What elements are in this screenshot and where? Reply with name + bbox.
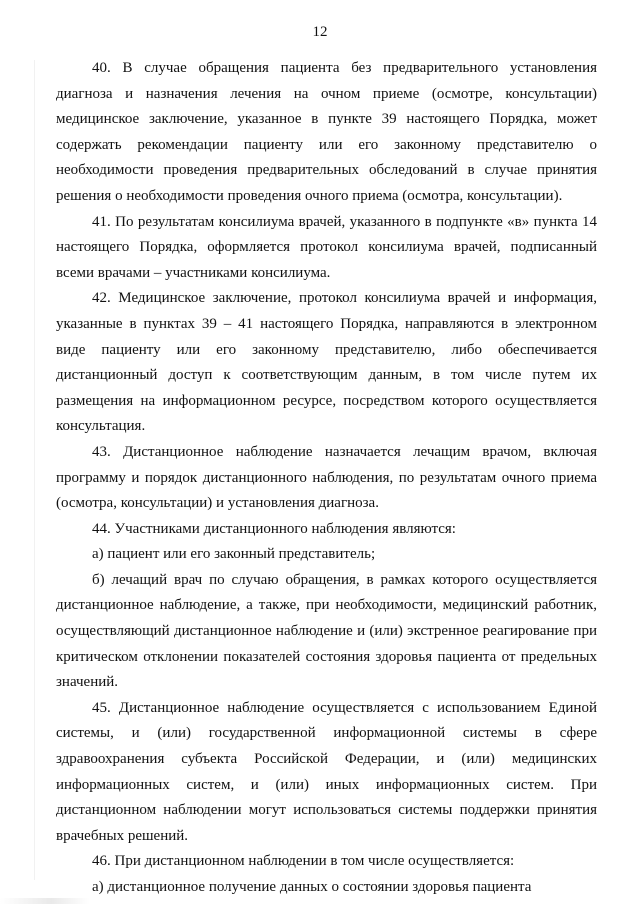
paragraph-45: 45. Дистанционное наблюдение осуществляется с использованием Единой системы, и (или) государственной информационной системы в сфере здравоохранения субъекта Российской Федерации, и (или) медицинских информационных систем, и (или) иных информационных систем. При дистанционном наблюдении могут использоваться системы поддержки принятия врачебных решений. [56,699,597,844]
document-body [56,56,597,901]
paragraph-46: 46. При дистанционном наблюдении в том числе осуществляется: [92,853,515,870]
paragraph-42: 42. Медицинское заключение, протокол консилиума врачей и информация, указанные в пунктах 39 – 41 настоящего Порядка, направляются в электронном виде пациенту или его законному представителю, либо обеспечивается дистанционный доступ к соответствующим данным, в том числе путем их размещения на информационном ресурсе, посредством которого осуществляется консультация. [56,290,597,435]
paragraph-41: 41. По результатам консилиума врачей, указанного в подпункте «в» пункта 14 настоящего Порядка, оформляется протокол консилиума врачей, подписанный всеми врачами – участниками консилиума. [56,213,597,281]
paragraph-40: 40. В случае обращения пациента без предварительного установления диагноза и назначения лечения на очном приеме (осмотре, консультации) медицинское заключение, указанное в пункте 39 настоящего Порядка, может содержать рекомендации пациенту или его законному представителю о необходимости проведения предварительных обследований в случае принятия решения о необходимости проведения очного приема (осмотра, консультации). [56,60,597,204]
scan-edge-shadow [34,60,35,880]
paragraph-44-b: б) лечащий врач по случаю обращения, в рамках которого осуществляется дистанционное наблюдение, а также, при необходимости, медицинский работник, осуществляющий дистанционное наблюдение и (или) экстренное реагирование при критическом отклонении показателей состояния здоровья пациента от предельных значений. [56,571,597,691]
paragraph-43: 43. Дистанционное наблюдение назначается лечащим врачом, включая программу и порядок дистанционного наблюдения, по результатам очного приема (осмотра, консультации) и установления диагноза. [56,443,597,512]
scan-bottom-edge [0,898,640,904]
paragraph-44: 44. Участниками дистанционного наблюдения являются: [92,520,456,537]
paragraph-46-a: а) дистанционное получение данных о состоянии здоровья пациента [92,879,532,895]
paragraph-44-a: а) пациент или его законный представитель; [92,546,376,563]
page-number: 12 [312,24,328,40]
